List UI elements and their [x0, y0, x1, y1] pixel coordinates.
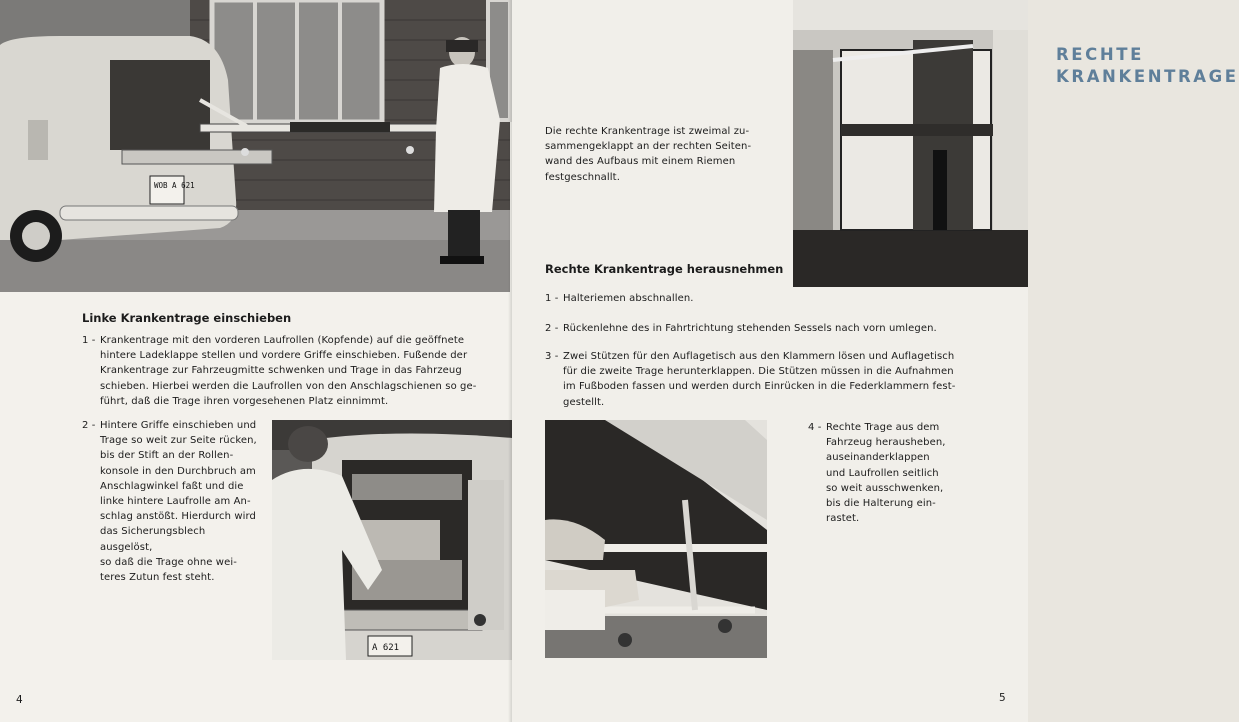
section-heading-left: Linke Krankentrage einschieben [82, 311, 292, 325]
text-line: auseinanderklappen [826, 452, 930, 464]
step-number: 4 - [808, 422, 822, 433]
text-line: wand des Aufbaus mit einem Riemen [545, 156, 736, 168]
page-number-left: 4 [16, 694, 23, 706]
text-line: hintere Ladeklappe stellen und vordere Griffe einschieben. Fußende der [100, 350, 468, 362]
intro-paragraph [545, 124, 765, 185]
text-line: festgeschnallt. [545, 171, 620, 183]
step-number: 2 - [545, 323, 559, 334]
text-line: Fahrzeug herausheben, [826, 437, 946, 449]
title-line-1: RECHTE [1056, 45, 1145, 64]
text-line: linke hintere Laufrolle am An- [100, 496, 251, 508]
left-step-2 [82, 418, 260, 585]
title-line-2: KRANKENTRAGE [1056, 67, 1239, 86]
text-line: so daß die Trage ohne wei- [100, 556, 237, 568]
text-line: Anschlagwinkel faßt und die [100, 480, 244, 492]
step-text [563, 349, 965, 410]
license-plate-bottom: A 621 [372, 643, 400, 653]
page-title [1056, 44, 1239, 88]
text-line: Halteriemen abschnallen. [563, 293, 694, 304]
section-heading-right: Rechte Krankentrage herausnehmen [545, 262, 784, 276]
step-number: 1 - [82, 335, 96, 346]
text-line: sammengeklappt an der rechten Seiten- [545, 141, 752, 153]
text-line: Hintere Griffe einschieben und [100, 420, 257, 431]
text-line: das Sicherungsblech ausgelöst, [100, 526, 206, 553]
photo-folded-stretcher [793, 0, 1028, 287]
page-number-right: 5 [999, 692, 1006, 704]
step-text [100, 333, 482, 409]
text-line: Trage so weit zur Seite rücken, [100, 435, 257, 447]
text-line: so weit ausschwenken, [826, 482, 944, 494]
text-line: für die zweite Trage herunterklappen. Die Stützen müssen in die Aufnahmen [563, 366, 954, 378]
text-line: schlag anstößt. Hierdurch wird [100, 511, 256, 523]
text-line: bis der Stift an der Rollen- [100, 450, 234, 462]
left-step-1 [82, 333, 482, 409]
left-page [0, 0, 512, 722]
text-line: teres Zutun fest steht. [100, 572, 215, 584]
text-line: bis die Halterung ein- [826, 498, 936, 510]
right-step-4 [808, 420, 958, 526]
text-line: Krankentrage zur Fahrzeugmitte schwenken und Trage in das Fahrzeug [100, 365, 462, 377]
step-text [563, 321, 965, 336]
photo-loading-stretcher [272, 420, 512, 660]
text-line: schieben. Hierbei werden die Laufrollen von den Anschlagschienen so ge- [100, 380, 477, 392]
text-line: gestellt. [563, 396, 605, 408]
text-line: im Fußboden fassen und werden durch Einrücken in die Federklammern fest- [563, 381, 956, 393]
right-step-1 [545, 291, 965, 306]
text-line: Rechte Trage aus dem [826, 422, 940, 433]
photo-van-stretcher [0, 0, 510, 292]
step-text [563, 291, 965, 306]
text-line: Rückenlehne des in Fahrtrichtung stehenden Sessels nach vorn umlegen. [563, 323, 937, 334]
right-step-2 [545, 321, 965, 336]
photo-unfolding-stretcher [545, 420, 767, 658]
text-line: Krankentrage mit den vorderen Laufrollen (Kopfende) auf die geöffnete [100, 335, 465, 346]
step-text [100, 418, 260, 585]
license-plate-top: WOB A 621 [154, 181, 195, 190]
text-line: führt, daß die Trage ihren vorgesehenen Platz einnimmt. [100, 395, 389, 407]
text-line: und Laufrollen seitlich [826, 467, 939, 479]
text-line: konsole in den Durchbruch am [100, 465, 256, 477]
step-number: 3 - [545, 351, 559, 362]
step-number: 1 - [545, 293, 559, 304]
text-line: Die rechte Krankentrage ist zweimal zu- [545, 126, 750, 137]
text-line: Zwei Stützen für den Auflagetisch aus den Klammern lösen und Auflagetisch [563, 351, 955, 362]
step-number: 2 - [82, 420, 96, 431]
step-text [826, 420, 958, 526]
right-step-3 [545, 349, 965, 410]
text-line: rastet. [826, 513, 860, 525]
